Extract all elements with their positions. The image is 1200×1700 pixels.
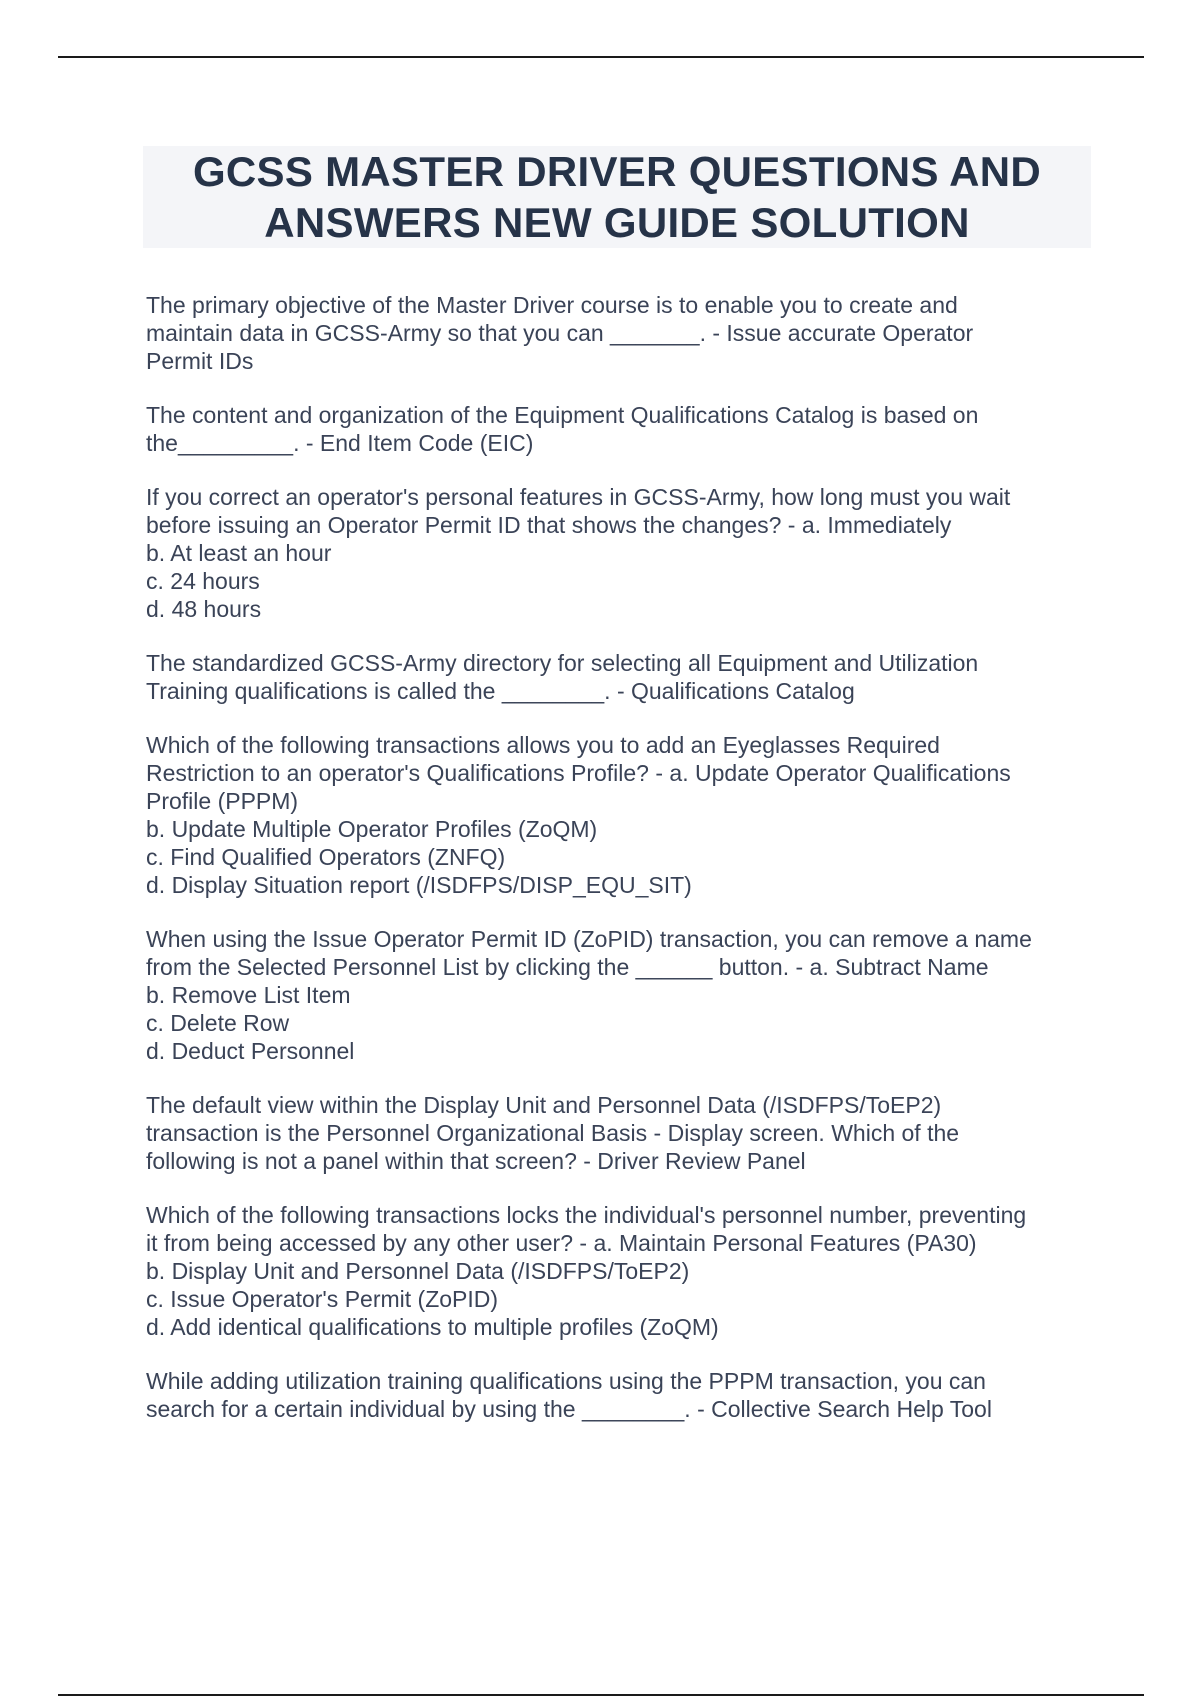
qa-text-line: d. Deduct Personnel [146,1038,355,1064]
qa-text-line: b. At least an hour [146,540,332,566]
qa-item [146,1367,1096,1423]
qa-text-line: the_________. - End Item Code (EIC) [146,430,534,456]
qa-item [146,731,1096,899]
qa-text-line: b. Update Multiple Operator Profiles (ZoQM) [146,816,598,842]
qa-text-line: The default view within the Display Unit and Personnel Data (/ISDFPS/ToEP2) [146,1092,942,1118]
qa-text-line: before issuing an Operator Permit ID that shows the changes? - a. Immediately [146,512,952,538]
qa-item [146,925,1096,1065]
qa-text-line: b. Display Unit and Personnel Data (/ISDFPS/ToEP2) [146,1258,690,1284]
qa-text-line: c. 24 hours [146,568,260,594]
qa-text-line: The standardized GCSS-Army directory for selecting all Equipment and Utilization [146,650,979,676]
qa-text-line: maintain data in GCSS-Army so that you can _______. - Issue accurate Operator [146,320,974,346]
qa-list [146,291,1096,1449]
qa-text-line: it from being accessed by any other user? - a. Maintain Personal Features (PA30) [146,1230,977,1256]
qa-text-line: search for a certain individual by using the ________. - Collective Search Help Tool [146,1396,992,1422]
qa-text-line: Which of the following transactions locks the individual's personnel number, preventing [146,1202,1027,1228]
qa-text-line: from the Selected Personnel List by clicking the ______ button. - a. Subtract Name [146,954,989,980]
qa-text-line: Permit IDs [146,348,254,374]
title-line-1: GCSS MASTER DRIVER QUESTIONS AND [192,148,1042,195]
qa-text-line: When using the Issue Operator Permit ID (ZoPID) transaction, you can remove a name [146,926,1032,952]
qa-text-line: Restriction to an operator's Qualifications Profile? - a. Update Operator Qualifications [146,760,1011,786]
footer-rule [58,1694,1144,1696]
qa-text-line: c. Delete Row [146,1010,290,1036]
qa-text-line: Training qualifications is called the ________. - Qualifications Catalog [146,678,855,704]
qa-item [146,1091,1096,1175]
qa-text-line: If you correct an operator's personal features in GCSS-Army, how long must you wait [146,484,1011,510]
qa-text-line: c. Find Qualified Operators (ZNFQ) [146,844,506,870]
title-banner [143,146,1091,248]
qa-text-line: Profile (PPPM) [146,788,299,814]
qa-text-line: While adding utilization training qualifications using the PPPM transaction, you can [146,1368,986,1394]
qa-item [146,483,1096,623]
qa-text-line: d. Display Situation report (/ISDFPS/DISP_EQU_SIT) [146,872,692,898]
title-line-2: ANSWERS NEW GUIDE SOLUTION [264,199,970,246]
document-title [143,146,1091,248]
qa-item [146,291,1096,375]
qa-text-line: transaction is the Personnel Organizational Basis - Display screen. Which of the [146,1120,960,1146]
qa-item [146,401,1096,457]
qa-text-line: The primary objective of the Master Driver course is to enable you to create and [146,292,958,318]
qa-item [146,649,1096,705]
qa-text-line: The content and organization of the Equipment Qualifications Catalog is based on [146,402,979,428]
qa-text-line: d. 48 hours [146,596,262,622]
qa-text-line: following is not a panel within that screen? - Driver Review Panel [146,1148,806,1174]
qa-text-line: Which of the following transactions allows you to add an Eyeglasses Required [146,732,940,758]
qa-text-line: b. Remove List Item [146,982,351,1008]
qa-text-line: d. Add identical qualifications to multiple profiles (ZoQM) [146,1314,719,1340]
qa-item [146,1201,1096,1341]
qa-text-line: c. Issue Operator's Permit (ZoPID) [146,1286,499,1312]
header-rule [58,56,1144,58]
